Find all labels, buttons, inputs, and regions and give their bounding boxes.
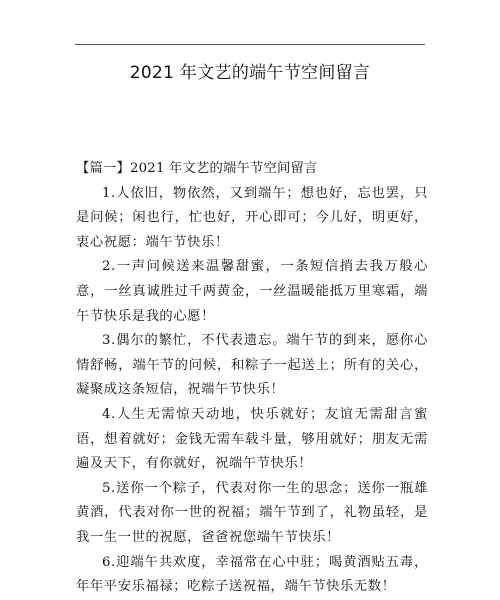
paragraph-4: 4.人生无需惊天动地，快乐就好；友谊无需甜言蜜语，想着就好；金钱无需车载斗量，够用就好；朋友无需遍及天下，有你就好，祝端午节快乐！: [76, 406, 428, 472]
paragraph-1: 1.人依旧，物依然，又到端午；想也好，忘也罢，只是问候；闲也行，忙也好，开心即可；今儿好，明更好，衷心祝愿：端午节快乐！: [76, 185, 428, 250]
document-body: [76, 157, 428, 600]
page-title: 2021 年文艺的端午节空间留言: [129, 63, 371, 83]
paragraph-2: 2.一声问候送来温馨甜蜜，一条短信捎去我万般心意，一丝真诚胜过千两黄金，一丝温暖能抵万里寒霜，端午节快乐是我的心愿！: [76, 259, 428, 324]
paragraph-3: 3.偶尔的繁忙，不代表遗忘。端午节的到来，愿你心情舒畅，端午节的问候，和粽子一起送上；所有的关心，凝聚成这条短信，祝端午节快乐！: [76, 333, 428, 398]
paragraph-6: 6.迎端午共欢度，幸福常在心中驻；喝黄酒贴五毒，年年平安乐福禄；吃粽子送祝福，端午节快乐无数！: [76, 554, 428, 595]
paragraph-5: 5.送你一个粽子，代表对你一生的思念；送你一瓶雄黄酒，代表对你一世的祝福；端午节到了，礼物虽轻，是我一生一世的祝愿，爸爸祝您端午节快乐！: [76, 480, 428, 545]
section-heading: 【篇一】2021 年文艺的端午节空间留言: [76, 161, 318, 176]
header-rule: [75, 44, 425, 45]
